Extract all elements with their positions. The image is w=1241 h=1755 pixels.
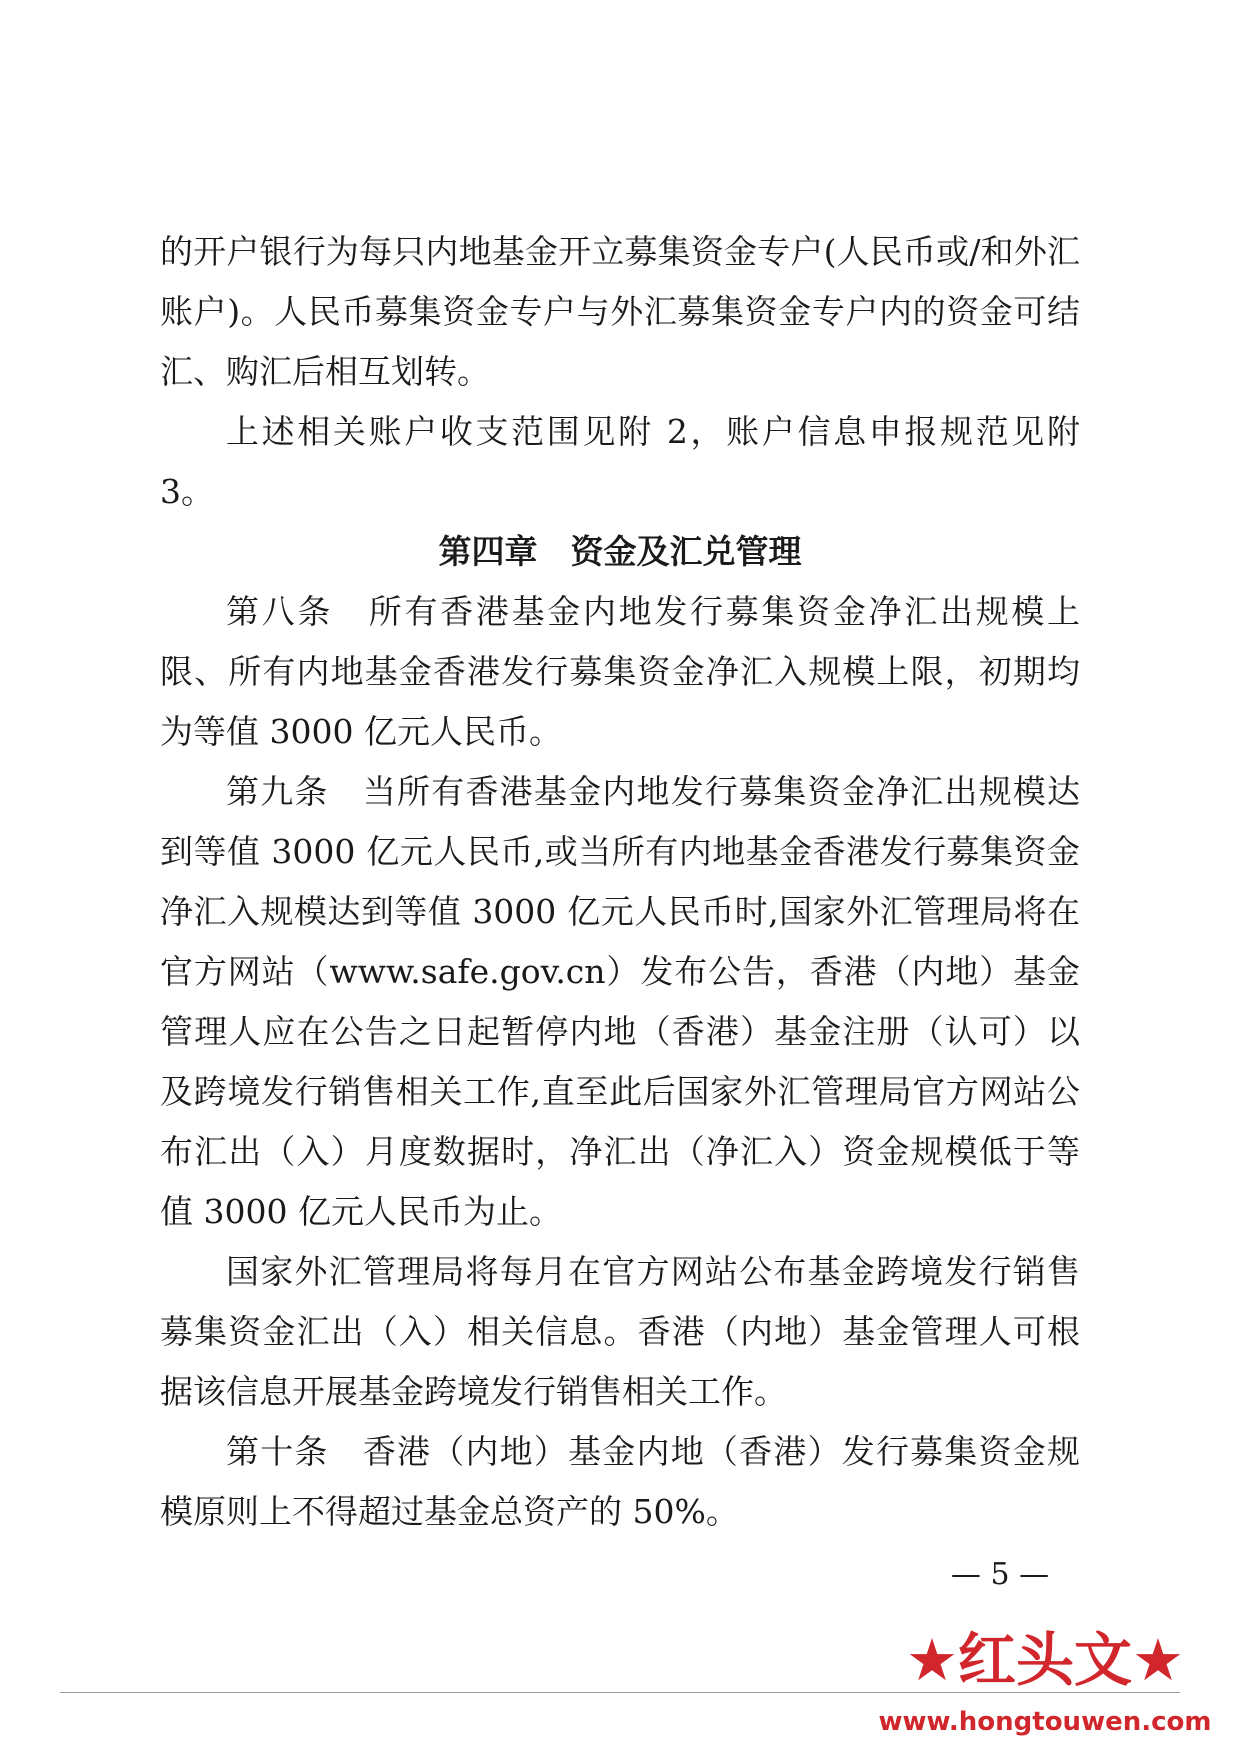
- article-paragraph: 国家外汇管理局将每月在官方网站公布基金跨境发行销售募集资金汇出（入）相关信息。香港（内地）基金管理人可根据该信息开展基金跨境发行销售相关工作。: [160, 1252, 1080, 1411]
- body-text-bottom: [160, 582, 1080, 1542]
- page-number: — 5 —: [950, 1557, 1050, 1592]
- article-paragraph: 第十条 香港（内地）基金内地（香港）发行募集资金规模原则上不得超过基金总资产的 50%。: [160, 1432, 1080, 1531]
- paragraph: 的开户银行为每只内地基金开立募集资金专户(人民币或/和外汇账户)。人民币募集资金专户与外汇募集资金专户内的资金可结汇、购汇后相互划转。: [160, 232, 1080, 391]
- chapter-heading: 第四章 资金及汇兑管理: [438, 532, 802, 571]
- article-paragraph: 第九条 当所有香港基金内地发行募集资金净汇出规模达到等值 3000 亿元人民币,或当所有内地基金香港发行募集资金净汇入规模达到等值 3000 亿元人民币时,国家外汇管理局将在官方网站（www.safe.gov.cn）发布公告，香港（内地）基金管理人应在公告之日起暂停内地（香港）基金注册（认可）以及跨境发行销售相关工作,直至此后国家外汇管理局官方网站公布汇出（入）月度数据时，净汇出（净汇入）资金规模低于等值 3000 亿元人民币为止。: [160, 772, 1080, 1231]
- watermark-logo-text: ★红头文★: [906, 1626, 1184, 1694]
- article-paragraph: 第八条 所有香港基金内地发行募集资金净汇出规模上限、所有内地基金香港发行募集资金净汇入规模上限，初期均为等值 3000 亿元人民币。: [160, 592, 1080, 751]
- paragraph: 上述相关账户收支范围见附 2，账户信息申报规范见附 3。: [160, 412, 1080, 511]
- body-text-top: [160, 222, 1080, 522]
- watermark-logo: [850, 1620, 1240, 1755]
- watermark-url: www.hongtouwen.com: [878, 1707, 1212, 1737]
